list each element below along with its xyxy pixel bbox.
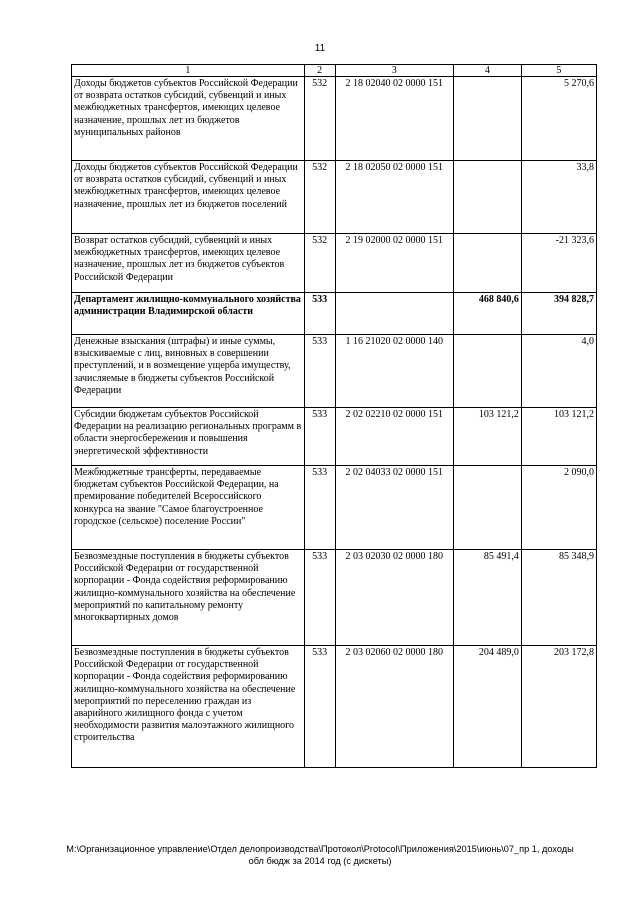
cell-plan-value: 468 840,6 (453, 293, 521, 335)
header-col-4: 4 (453, 65, 521, 77)
table-row (72, 77, 597, 161)
cell-budget-code: 2 03 02030 02 0000 180 (335, 550, 453, 646)
header-col-1: 1 (72, 65, 305, 77)
header-col-3: 3 (335, 65, 453, 77)
table-header-row (72, 65, 597, 77)
cell-plan-value (453, 234, 521, 293)
table-row (72, 550, 597, 646)
footer-line-2: обл бюдж за 2014 год (с дискеты) (248, 856, 392, 866)
cell-plan-value (453, 335, 521, 408)
cell-name: Доходы бюджетов субъектов Российской Федерации от возврата остатков субсидий, субвенций и иных межбюджетных трансфертов, имеющих целевое назначение, прошлых лет из бюджетов поселений (72, 161, 305, 234)
cell-fact-value: -21 323,6 (521, 234, 596, 293)
table-row (72, 646, 597, 768)
table-row (72, 234, 597, 293)
cell-budget-code: 2 02 02210 02 0000 151 (335, 408, 453, 466)
table-row (72, 293, 597, 335)
cell-name: Субсидии бюджетам субъектов Российской Федерации на реализацию региональных программ в области энергосбережения и повышения энергетической эффективности (72, 408, 305, 466)
cell-name: Департамент жилищно-коммунального хозяйства администрации Владимирской области (72, 293, 305, 335)
cell-budget-code: 2 03 02060 02 0000 180 (335, 646, 453, 768)
file-path-footer (40, 843, 600, 867)
cell-fact-value: 5 270,6 (521, 77, 596, 161)
budget-revenue-table (71, 64, 597, 768)
cell-name: Безвозмездные поступления в бюджеты субъектов Российской Федерации от государственной корпорации - Фонда содействия реформированию жилищно-коммунального хозяйства на обеспечение мероприятий по капитальному ремонту многоквартирных домов (72, 550, 305, 646)
cell-admin-code: 533 (304, 646, 335, 768)
cell-budget-code: 2 18 02040 02 0000 151 (335, 77, 453, 161)
cell-admin-code: 532 (304, 161, 335, 234)
table-row (72, 466, 597, 550)
table-row (72, 335, 597, 408)
cell-fact-value: 203 172,8 (521, 646, 596, 768)
cell-name: Денежные взыскания (штрафы) и иные суммы, взыскиваемые с лиц, виновных в совершении преступлений, и в возмещение ущерба имуществу, зачисляемые в бюджеты субъектов Российской Федерации (72, 335, 305, 408)
cell-fact-value: 85 348,9 (521, 550, 596, 646)
cell-plan-value: 204 489,0 (453, 646, 521, 768)
cell-fact-value: 33,8 (521, 161, 596, 234)
cell-budget-code: 2 02 04033 02 0000 151 (335, 466, 453, 550)
cell-plan-value (453, 466, 521, 550)
cell-plan-value (453, 161, 521, 234)
cell-fact-value: 103 121,2 (521, 408, 596, 466)
cell-budget-code: 1 16 21020 02 0000 140 (335, 335, 453, 408)
cell-admin-code: 533 (304, 408, 335, 466)
table-row (72, 408, 597, 466)
cell-plan-value: 85 491,4 (453, 550, 521, 646)
cell-plan-value: 103 121,2 (453, 408, 521, 466)
cell-admin-code: 533 (304, 293, 335, 335)
cell-fact-value: 2 090,0 (521, 466, 596, 550)
header-col-2: 2 (304, 65, 335, 77)
cell-admin-code: 532 (304, 234, 335, 293)
table-row (72, 161, 597, 234)
cell-admin-code: 533 (304, 550, 335, 646)
cell-budget-code (335, 293, 453, 335)
cell-name: Возврат остатков субсидий, субвенций и иных межбюджетных трансфертов, имеющих целевое назначение, прошлых лет из бюджетов субъектов Российской Федерации (72, 234, 305, 293)
footer-line-1: M:\Организационное управление\Отдел делопроизводства\Протокол\Protocol\Приложения\2015\июнь\07_пр 1, доходы (66, 844, 574, 854)
cell-fact-value: 394 828,7 (521, 293, 596, 335)
cell-admin-code: 533 (304, 466, 335, 550)
page-number: 11 (314, 43, 326, 54)
cell-fact-value: 4,0 (521, 335, 596, 408)
header-col-5: 5 (521, 65, 596, 77)
cell-budget-code: 2 19 02000 02 0000 151 (335, 234, 453, 293)
cell-name: Безвозмездные поступления в бюджеты субъектов Российской Федерации от государственной корпорации - Фонда содействия реформированию жилищно-коммунального хозяйства на обеспечение мероприятий по переселению граждан из аварийного жилищного фонда с учетом необходимости развития малоэтажного жилищного строительства (72, 646, 305, 768)
cell-name: Межбюджетные трансферты, передаваемые бюджетам субъектов Российской Федерации, на премирование победителей Всероссийского конкурса на звание "Самое благоустроенное городское (сельское) поселение России" (72, 466, 305, 550)
cell-plan-value (453, 77, 521, 161)
cell-budget-code: 2 18 02050 02 0000 151 (335, 161, 453, 234)
cell-name: Доходы бюджетов субъектов Российской Федерации от возврата остатков субсидий, субвенций и иных межбюджетных трансфертов, имеющих целевое назначение, прошлых лет из бюджетов муниципальных районов (72, 77, 305, 161)
cell-admin-code: 533 (304, 335, 335, 408)
cell-admin-code: 532 (304, 77, 335, 161)
